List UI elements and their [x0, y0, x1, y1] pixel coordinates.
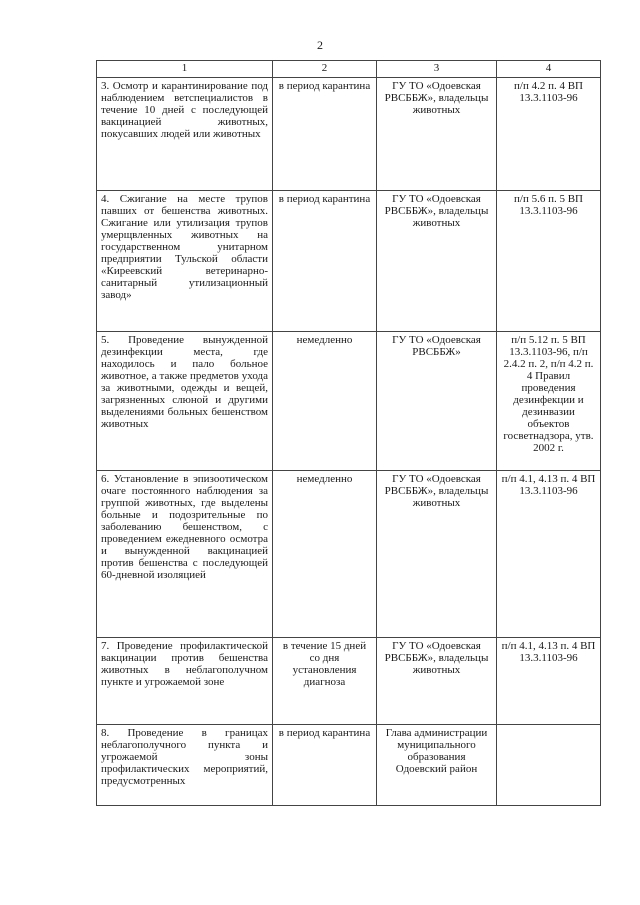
term-cell: в период карантина — [273, 78, 377, 191]
term-cell: в период карантина — [273, 725, 377, 806]
basis-cell: п/п 4.2 п. 4 ВП 13.3.1103-96 — [497, 78, 601, 191]
table-row — [97, 78, 601, 191]
responsible-cell: ГУ ТО «Одоевская РВСББЖ», владельцы животных — [377, 191, 497, 332]
measure-cell: 5. Проведение вынужденной дезинфекции места, где находилось и пало больное животное, а также предметов ухода за животными, одежды и вещей, загрязненных слюной и другими выделениями больных бешенством животных — [97, 332, 273, 471]
term-cell: немедленно — [273, 332, 377, 471]
measures-table — [96, 60, 601, 806]
page-number: 2 — [317, 38, 323, 52]
term-cell: немедленно — [273, 471, 377, 638]
measure-cell: 6. Установление в эпизоотическом очаге постоянного наблюдения за группой животных, где выделены больные и подозрительные по заболеванию бешенством, с проведением ежедневного осмотра и вынужденной вакцинацией против бешенства с последующей 60-дневной изоляцией — [97, 471, 273, 638]
basis-cell: п/п 4.1, 4.13 п. 4 ВП 13.3.1103-96 — [497, 638, 601, 725]
term-cell: в течение 15 дней со дня установления диагноза — [273, 638, 377, 725]
column-header-2: 2 — [273, 61, 377, 78]
column-header-4: 4 — [497, 61, 601, 78]
column-header-3: 3 — [377, 61, 497, 78]
basis-cell: п/п 4.1, 4.13 п. 4 ВП 13.3.1103-96 — [497, 471, 601, 638]
table-row — [97, 332, 601, 471]
responsible-cell: ГУ ТО «Одоевская РВСББЖ» — [377, 332, 497, 471]
table-row — [97, 191, 601, 332]
measure-cell: 3. Осмотр и карантинирование под наблюдением ветспециалистов в течение 10 дней с последующей вакцинацией животных, покусавших людей или животных — [97, 78, 273, 191]
table-header-row — [97, 61, 601, 78]
responsible-cell: ГУ ТО «Одоевская РВСББЖ», владельцы животных — [377, 78, 497, 191]
measure-cell: 7. Проведение профилактической вакцинации против бешенства животных в неблагополучном пункте и угрожаемой зоне — [97, 638, 273, 725]
responsible-cell: Глава администрации муниципального образования Одоевский район — [377, 725, 497, 806]
table-row — [97, 725, 601, 806]
measure-cell: 4. Сжигание на месте трупов павших от бешенства животных. Сжигание или утилизация трупов умерщвленных животных на государственном унитарном предприятии Тульской области «Киреевский ветеринарно-санитарный утилизационный завод» — [97, 191, 273, 332]
table-row — [97, 471, 601, 638]
measure-cell: 8. Проведение в границах неблагополучного пункта и угрожаемой зоны профилактических мероприятий, предусмотренных — [97, 725, 273, 806]
term-cell: в период карантина — [273, 191, 377, 332]
column-header-1: 1 — [97, 61, 273, 78]
responsible-cell: ГУ ТО «Одоевская РВСББЖ», владельцы животных — [377, 471, 497, 638]
basis-cell — [497, 725, 601, 806]
basis-cell: п/п 5.12 п. 5 ВП 13.3.1103-96, п/п 2.4.2 п. 2, п/п 4.2 п. 4 Правил проведения дезинфекции и дезинвазии объектов госветнадзора, утв. 2002 г. — [497, 332, 601, 471]
responsible-cell: ГУ ТО «Одоевская РВСББЖ», владельцы животных — [377, 638, 497, 725]
basis-cell: п/п 5.6 п. 5 ВП 13.3.1103-96 — [497, 191, 601, 332]
table-row — [97, 638, 601, 725]
